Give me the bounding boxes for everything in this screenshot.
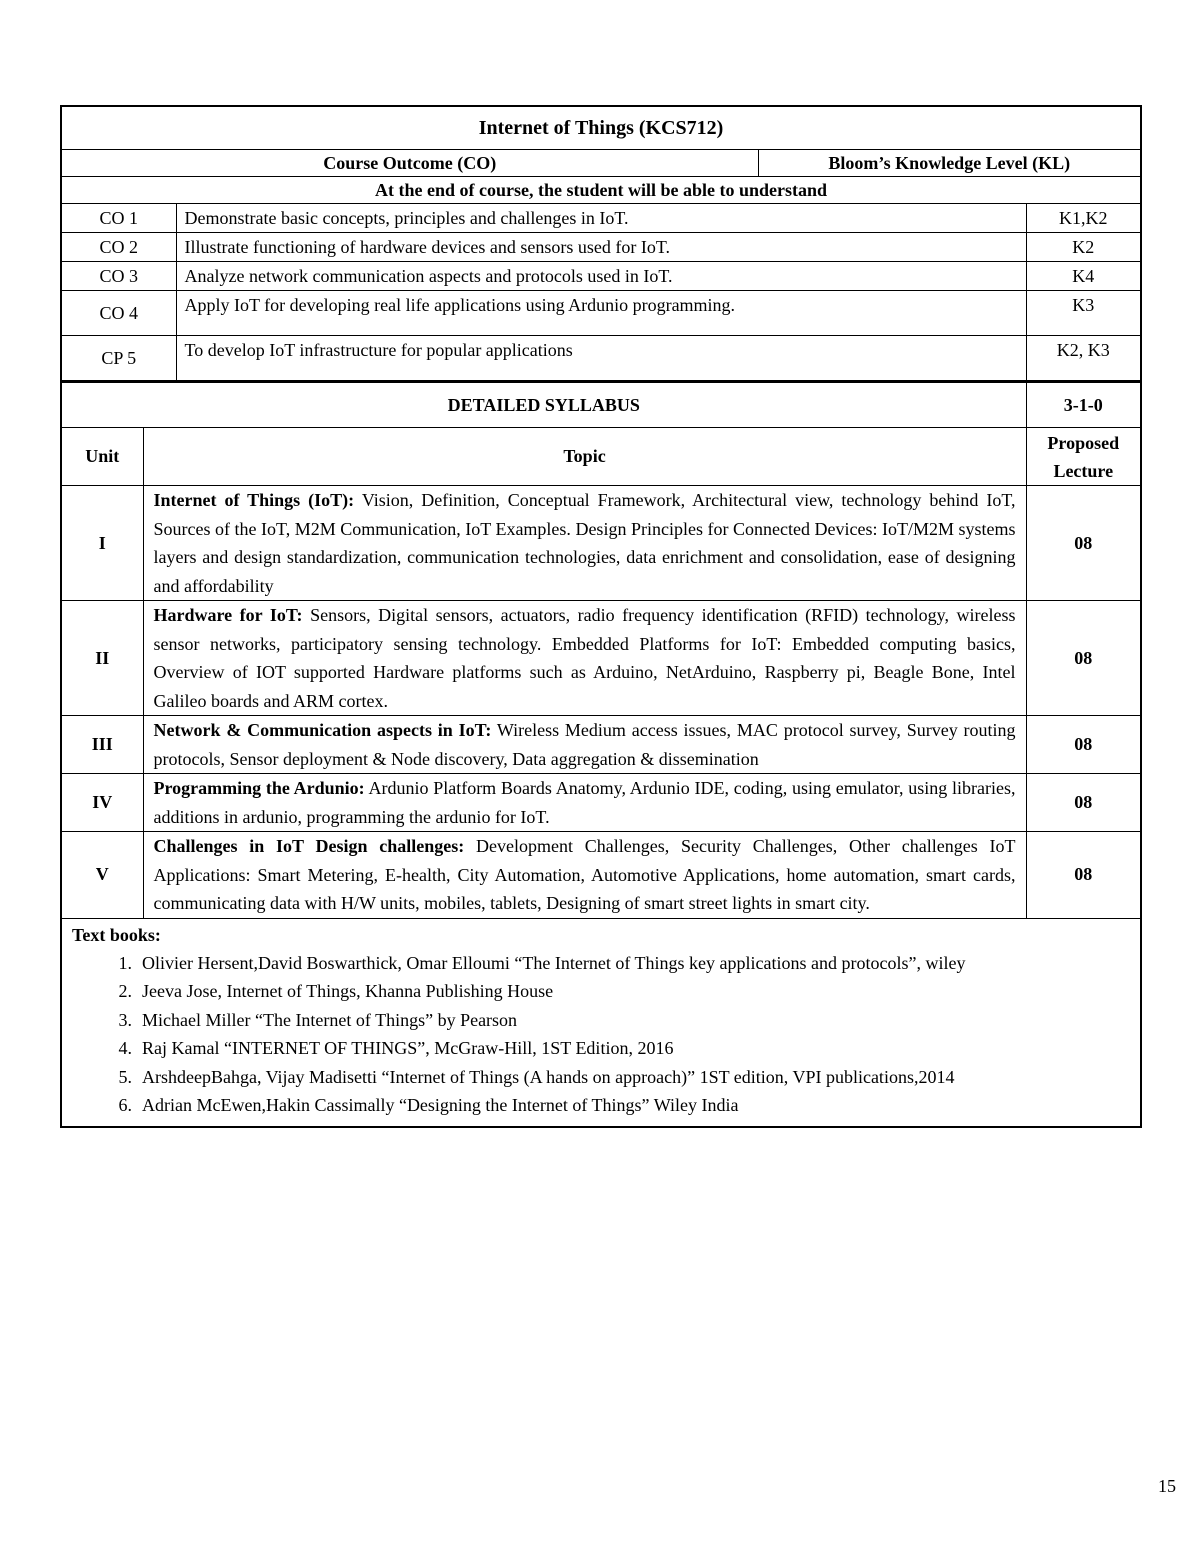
textbooks-list <box>72 949 1130 1120</box>
outcome-row <box>61 262 1141 291</box>
textbook-text: Olivier Hersent,David Boswarthick, Omar Elloumi “The Internet of Things key applications and protocols”, wiley <box>142 952 966 973</box>
unit-lecture: 08 <box>1026 716 1141 774</box>
lecture-header-line-2: Lecture <box>1053 460 1114 481</box>
textbook-text: Jeeva Jose, Internet of Things, Khanna Publishing House <box>142 981 554 1001</box>
textbook-text: Michael Miller “The Internet of Things” by Pearson <box>142 1009 518 1030</box>
lecture-header <box>1026 428 1141 486</box>
unit-lecture: 08 <box>1026 601 1141 716</box>
textbook-text: ArshdeepBahga, Vijay Madisetti “Internet of Things (A hands on approach)” 1ST edition, VPI publications,2014 <box>142 1066 955 1087</box>
unit-topic <box>143 716 1026 774</box>
textbook-item <box>72 1063 1130 1092</box>
unit-topic <box>143 486 1026 601</box>
outcome-text: Illustrate functioning of hardware devices and sensors used for IoT. <box>176 233 1026 262</box>
outcome-id: CO 2 <box>61 233 176 262</box>
unit-topic <box>143 832 1026 919</box>
unit-topic-title: Challenges in IoT Design challenges: <box>153 836 465 856</box>
textbook-item <box>72 1006 1130 1035</box>
textbook-number: 5. <box>118 1066 132 1087</box>
textbook-item <box>72 1034 1130 1063</box>
textbook-text: Adrian McEwen,Hakin Cassimally “Designing the Internet of Things” Wiley India <box>142 1095 739 1115</box>
outcome-intro: At the end of course, the student will be able to understand <box>61 177 1141 204</box>
textbook-item <box>72 977 1130 1006</box>
unit-number: III <box>61 716 143 774</box>
unit-lecture: 08 <box>1026 774 1141 832</box>
unit-row <box>61 601 1141 716</box>
textbook-item <box>72 1091 1130 1120</box>
outcome-kl: K2, K3 <box>1026 336 1141 382</box>
syllabus-title: DETAILED SYLLABUS <box>61 383 1026 428</box>
course-outcome-table <box>60 105 1142 382</box>
unit-topic-text: Wireless Medium access issues, MAC protocol survey, Survey routing protocols, Sensor deployment & Node discovery, Data aggregation & dissemination <box>153 720 1016 769</box>
unit-topic <box>143 774 1026 832</box>
outcome-kl: K1,K2 <box>1026 204 1141 233</box>
textbooks-heading: Text books: <box>72 924 161 945</box>
unit-lecture: 08 <box>1026 486 1141 601</box>
syllabus-table <box>60 382 1142 1128</box>
course-title: Internet of Things (KCS712) <box>61 106 1141 150</box>
knowledge-level-header: Bloom’s Knowledge Level (KL) <box>758 150 1141 177</box>
outcome-kl: K3 <box>1026 291 1141 336</box>
unit-header: Unit <box>61 428 143 486</box>
topic-header: Topic <box>143 428 1026 486</box>
unit-topic-text: Development Challenges, Security Challenges, Other challenges IoT Applications: Smart Metering, E-health, City Automation, Automotive Applications, home automation, smart cards, communicating data with H/W units, mobiles, tablets, Designing of smart street lights in smart city. <box>153 836 1016 913</box>
unit-topic-title: Hardware for IoT: <box>153 605 303 625</box>
page-number: 15 <box>1158 1476 1176 1496</box>
outcome-row <box>61 336 1141 382</box>
unit-row <box>61 716 1141 774</box>
outcome-id: CO 1 <box>61 204 176 233</box>
unit-number: IV <box>61 774 143 832</box>
outcome-row <box>61 291 1141 336</box>
outcome-id: CO 4 <box>61 291 176 336</box>
outcome-id: CP 5 <box>61 336 176 382</box>
unit-lecture: 08 <box>1026 832 1141 919</box>
textbook-number: 2. <box>118 981 132 1001</box>
outcome-text: Demonstrate basic concepts, principles and challenges in IoT. <box>176 204 1026 233</box>
textbook-number: 4. <box>118 1038 132 1058</box>
unit-number: V <box>61 832 143 919</box>
unit-row <box>61 486 1141 601</box>
outcome-id: CO 3 <box>61 262 176 291</box>
outcome-kl: K4 <box>1026 262 1141 291</box>
outcome-text: Analyze network communication aspects and protocols used in IoT. <box>176 262 1026 291</box>
unit-topic-title: Network & Communication aspects in IoT: <box>153 720 492 740</box>
outcome-text: To develop IoT infrastructure for popular applications <box>176 336 1026 382</box>
unit-row <box>61 774 1141 832</box>
textbook-text: Raj Kamal “INTERNET OF THINGS”, McGraw-Hill, 1ST Edition, 2016 <box>142 1038 674 1058</box>
outcome-text: Apply IoT for developing real life applications using Ardunio programming. <box>176 291 1026 336</box>
syllabus-page <box>60 105 1140 1128</box>
textbook-number: 3. <box>118 1009 132 1030</box>
textbooks-section <box>61 918 1141 1127</box>
unit-topic-title: Programming the Ardunio: <box>153 778 365 798</box>
ltp-code: 3-1-0 <box>1026 383 1141 428</box>
unit-topic-text: Ardunio Platform Boards Anatomy, Ardunio IDE, coding, using emulator, using libraries, additions in ardunio, programming the ardunio for IoT. <box>153 778 1016 827</box>
textbook-number: 6. <box>118 1095 132 1115</box>
textbook-item <box>72 949 1130 978</box>
unit-number: I <box>61 486 143 601</box>
outcome-kl: K2 <box>1026 233 1141 262</box>
unit-topic <box>143 601 1026 716</box>
outcome-row <box>61 233 1141 262</box>
unit-row <box>61 832 1141 919</box>
unit-number: II <box>61 601 143 716</box>
unit-topic-text: Sensors, Digital sensors, actuators, radio frequency identification (RFID) technology, wireless sensor networks, participatory sensing technology. Embedded Platforms for IoT: Embedded computing basics, Overview of IOT supported Hardware platforms such as Arduino, NetArduino, Raspberry pi, Beagle Bone, Intel Galileo boards and ARM cortex. <box>153 605 1016 711</box>
lecture-header-line-1: Proposed <box>1047 432 1120 453</box>
outcome-row <box>61 204 1141 233</box>
course-outcome-header: Course Outcome (CO) <box>61 150 758 177</box>
unit-topic-title: Internet of Things (IoT): <box>153 490 355 510</box>
textbook-number: 1. <box>118 952 132 973</box>
unit-topic-text: Vision, Definition, Conceptual Framework, Architectural view, technology behind IoT, Sources of the IoT, M2M Communication, IoT Examples. Design Principles for Connected Devices: IoT/M2M systems layers and design standardization, communication technologies, data enrichment and consolidation, ease of designing and affordability <box>153 490 1016 596</box>
